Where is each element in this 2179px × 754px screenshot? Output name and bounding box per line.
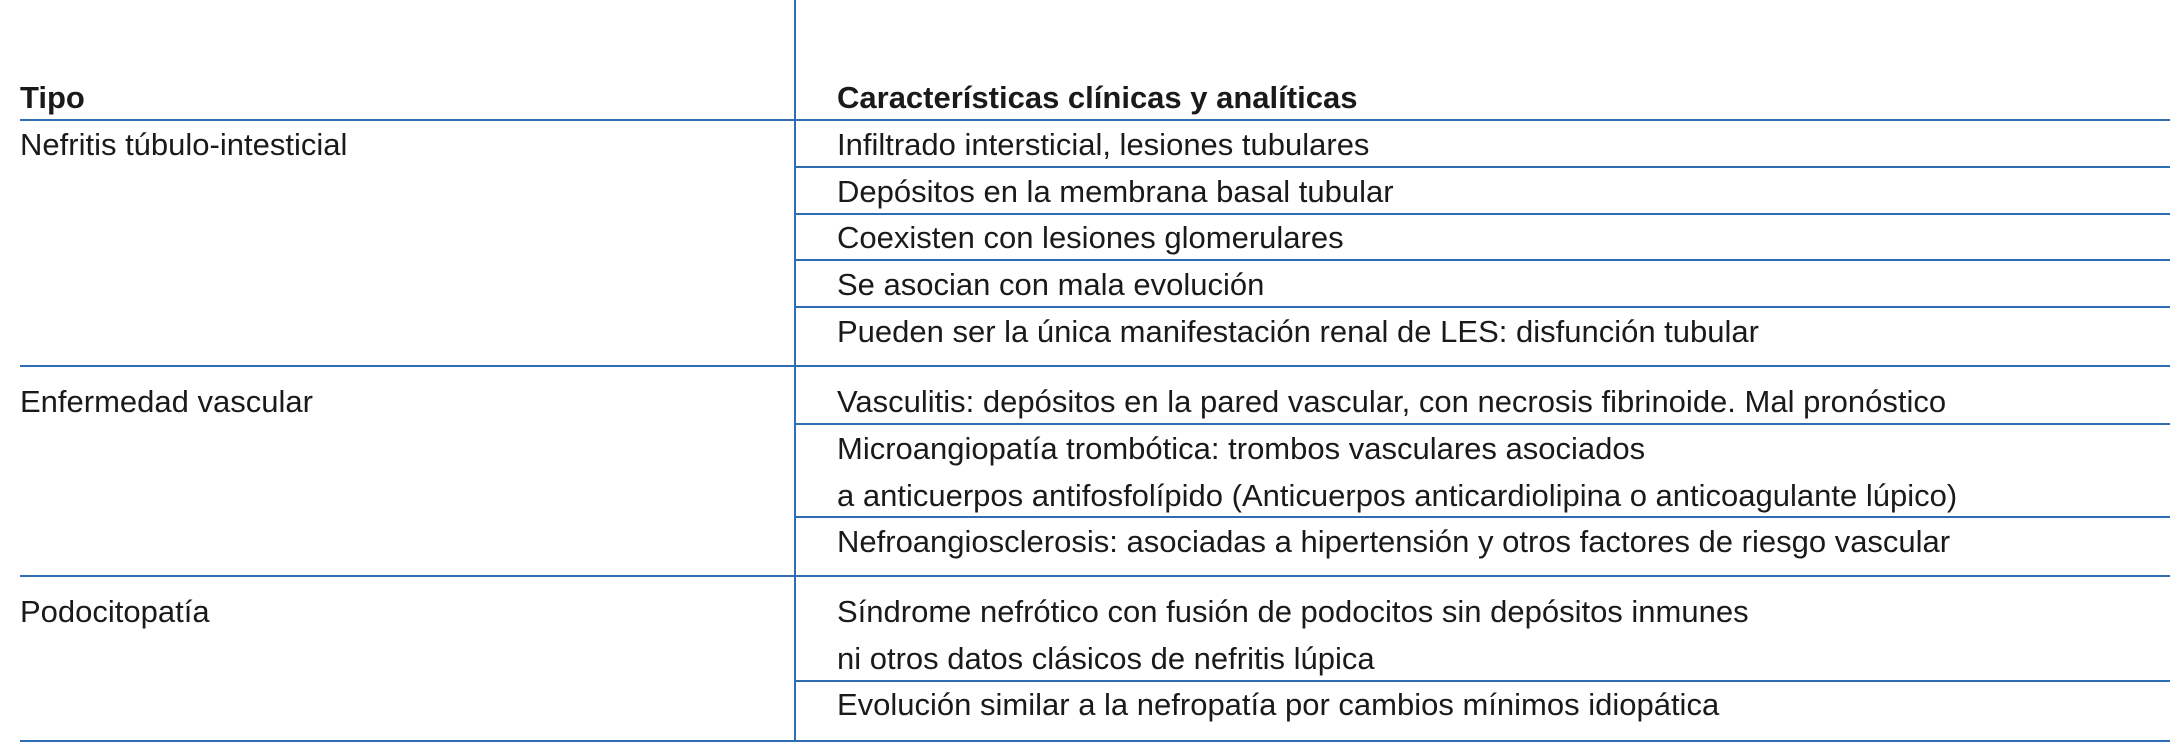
table-cell: Microangiopatía trombótica: trombos vasculares asociados bbox=[837, 431, 1646, 466]
header-caracteristicas: Características clínicas y analíticas bbox=[837, 80, 1358, 115]
table-cell: Infiltrado intersticial, lesiones tubulares bbox=[837, 127, 1370, 162]
row-tipo: Nefritis túbulo-intesticial bbox=[20, 127, 348, 162]
row-rule bbox=[796, 166, 2170, 168]
row-rule bbox=[796, 423, 2170, 425]
header-tipo: Tipo bbox=[20, 80, 85, 115]
table-cell: a anticuerpos antifosfolípido (Anticuerpos anticardiolipina o anticoagulante lúpico) bbox=[837, 478, 1958, 513]
bottom-rule bbox=[20, 740, 2170, 742]
row-rule bbox=[796, 259, 2170, 261]
table-cell: Vasculitis: depósitos en la pared vascular, con necrosis fibrinoide. Mal pronóstico bbox=[837, 384, 1947, 419]
table-cell: Pueden ser la única manifestación renal de LES: disfunción tubular bbox=[837, 314, 1759, 349]
row-tipo: Podocitopatía bbox=[20, 594, 210, 629]
group-rule bbox=[20, 575, 2170, 577]
table-cell: Depósitos en la membrana basal tubular bbox=[837, 174, 1394, 209]
column-divider bbox=[794, 0, 796, 742]
table-cell: Coexisten con lesiones glomerulares bbox=[837, 220, 1344, 255]
row-rule bbox=[796, 516, 2170, 518]
table-cell: ni otros datos clásicos de nefritis lúpica bbox=[837, 641, 1375, 676]
row-rule bbox=[796, 306, 2170, 308]
row-rule bbox=[796, 213, 2170, 215]
table-cell: Nefroangiosclerosis: asociadas a hipertensión y otros factores de riesgo vascular bbox=[837, 524, 1951, 559]
table-cell: Síndrome nefrótico con fusión de podocitos sin depósitos inmunes bbox=[837, 594, 1749, 629]
group-rule bbox=[20, 365, 2170, 367]
row-tipo: Enfermedad vascular bbox=[20, 384, 313, 419]
table-cell: Se asocian con mala evolución bbox=[837, 267, 1265, 302]
row-rule bbox=[796, 680, 2170, 682]
table-cell: Evolución similar a la nefropatía por cambios mínimos idiopática bbox=[837, 687, 1720, 722]
header-rule bbox=[20, 119, 2170, 121]
